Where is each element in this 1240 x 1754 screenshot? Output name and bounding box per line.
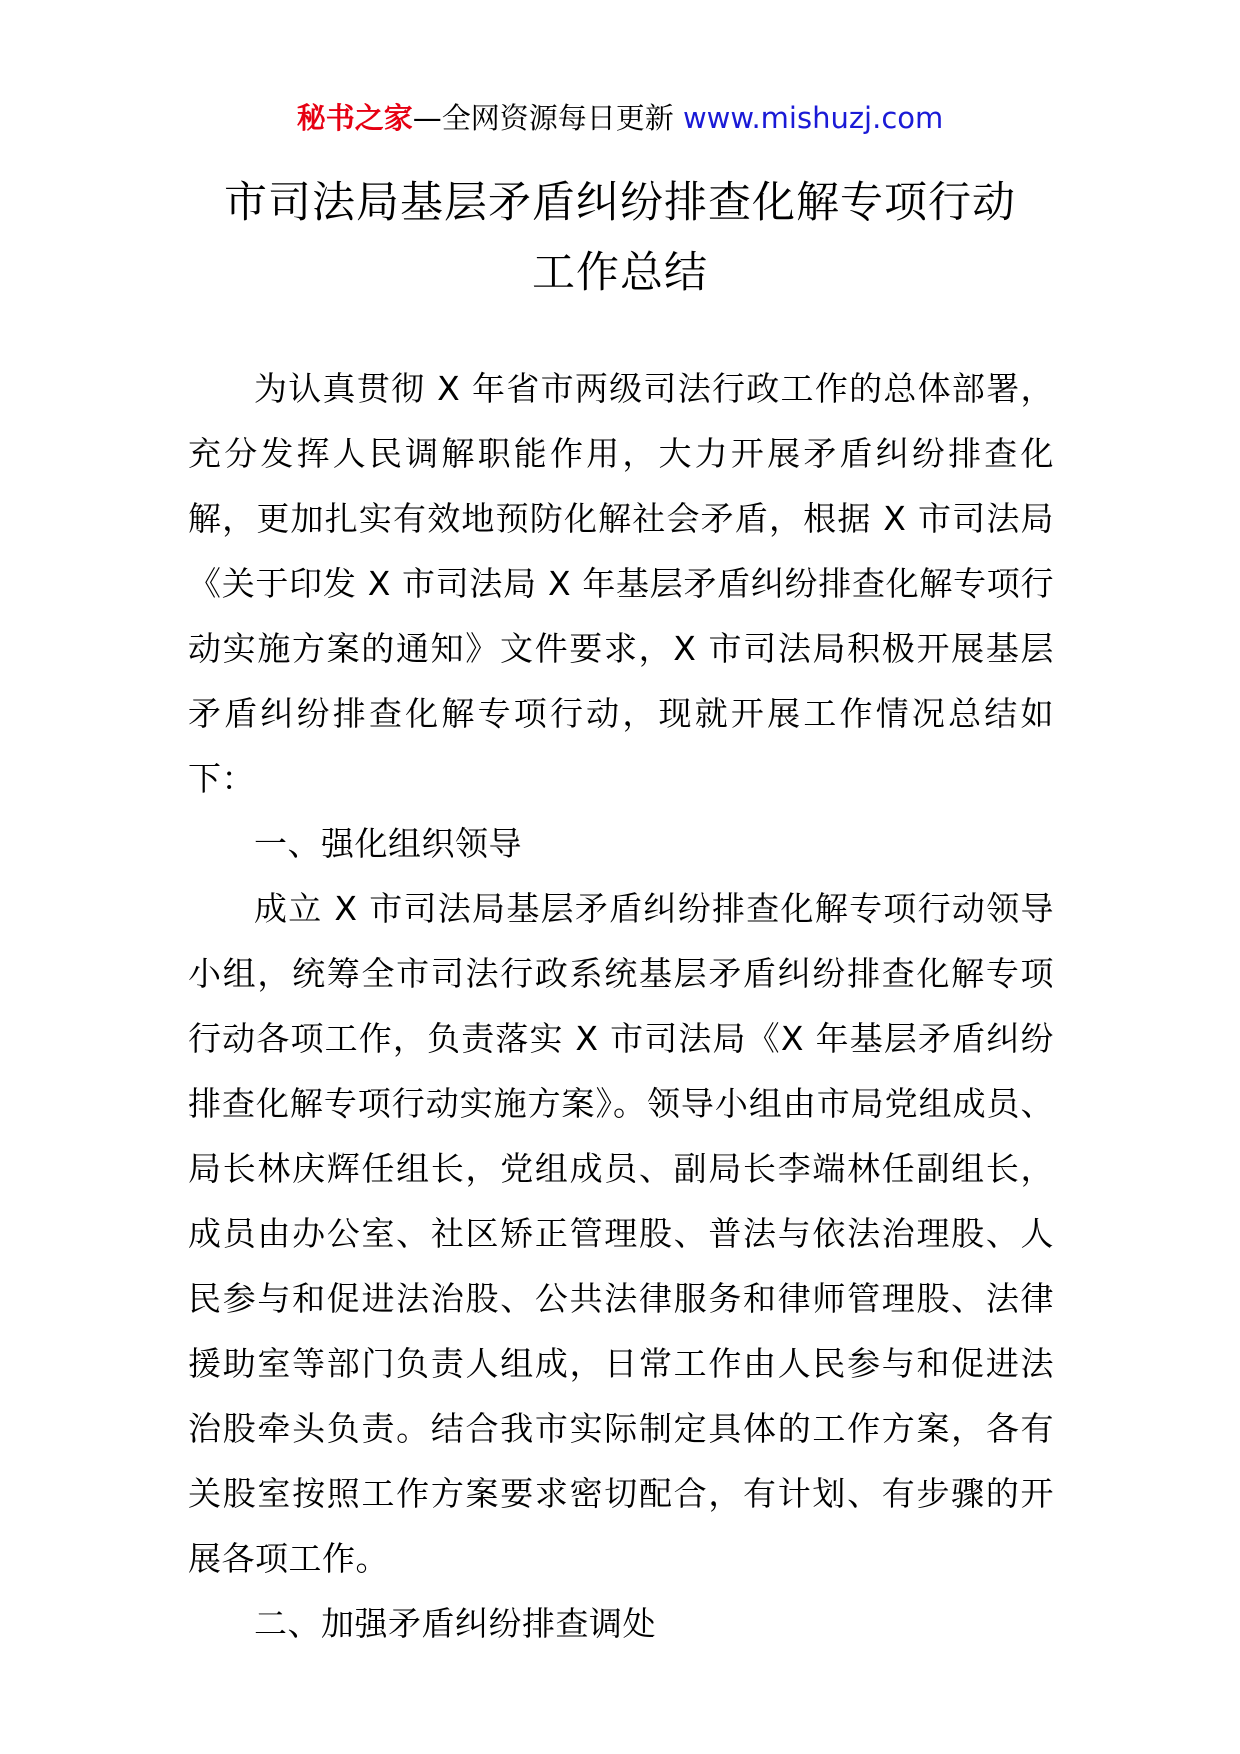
title-line-1: 市司法局基层矛盾纠纷排查化解专项行动 xyxy=(224,178,1016,228)
document-body xyxy=(188,356,1054,1656)
banner-slogan: —全网资源每日更新 xyxy=(412,101,674,135)
document-title xyxy=(0,168,1240,308)
section-heading-2: 二、加强矛盾纠纷排查调处 xyxy=(254,1604,656,1643)
section-heading-1: 一、强化组织领导 xyxy=(254,824,522,863)
banner-brand: 秘书之家 xyxy=(296,101,413,135)
section-1-paragraph: 成立 X 市司法局基层矛盾纠纷排查化解专项行动领导小组，统筹全市司法行政系统基层矛盾纠纷排查化解专项行动各项工作，负责落实 X 市司法局《X 年基层矛盾纠纷排查化解专项行动实施方案》。领导小组由市局党组成员、局长林庆辉任组长，党组成员、副局长李端林任副组长，成员由办公室、社区矫正管理股、普法与依法治理股、人民参与和促进法治股、公共法律服务和律师管理股、法律援助室等部门负责人组成，日常工作由人民参与和促进法治股牵头负责。结合我市实际制定具体的工作方案，各有关股室按照工作方案要求密切配合，有计划、有步骤的开展各项工作。 xyxy=(188,889,1054,1578)
title-line-2: 工作总结 xyxy=(532,248,708,298)
site-banner xyxy=(0,98,1240,138)
banner-url-link[interactable]: www.mishuzj.com xyxy=(682,101,944,135)
intro-paragraph: 为认真贯彻 X 年省市两级司法行政工作的总体部署，充分发挥人民调解职能作用，大力开展矛盾纠纷排查化解，更加扎实有效地预防化解社会矛盾，根据 X 市司法局《关于印发 X 市司法局 X 年基层矛盾纠纷排查化解专项行动实施方案的通知》文件要求，X 市司法局积极开展基层矛盾纠纷排查化解专项行动，现就开展工作情况总结如下： xyxy=(188,369,1054,798)
